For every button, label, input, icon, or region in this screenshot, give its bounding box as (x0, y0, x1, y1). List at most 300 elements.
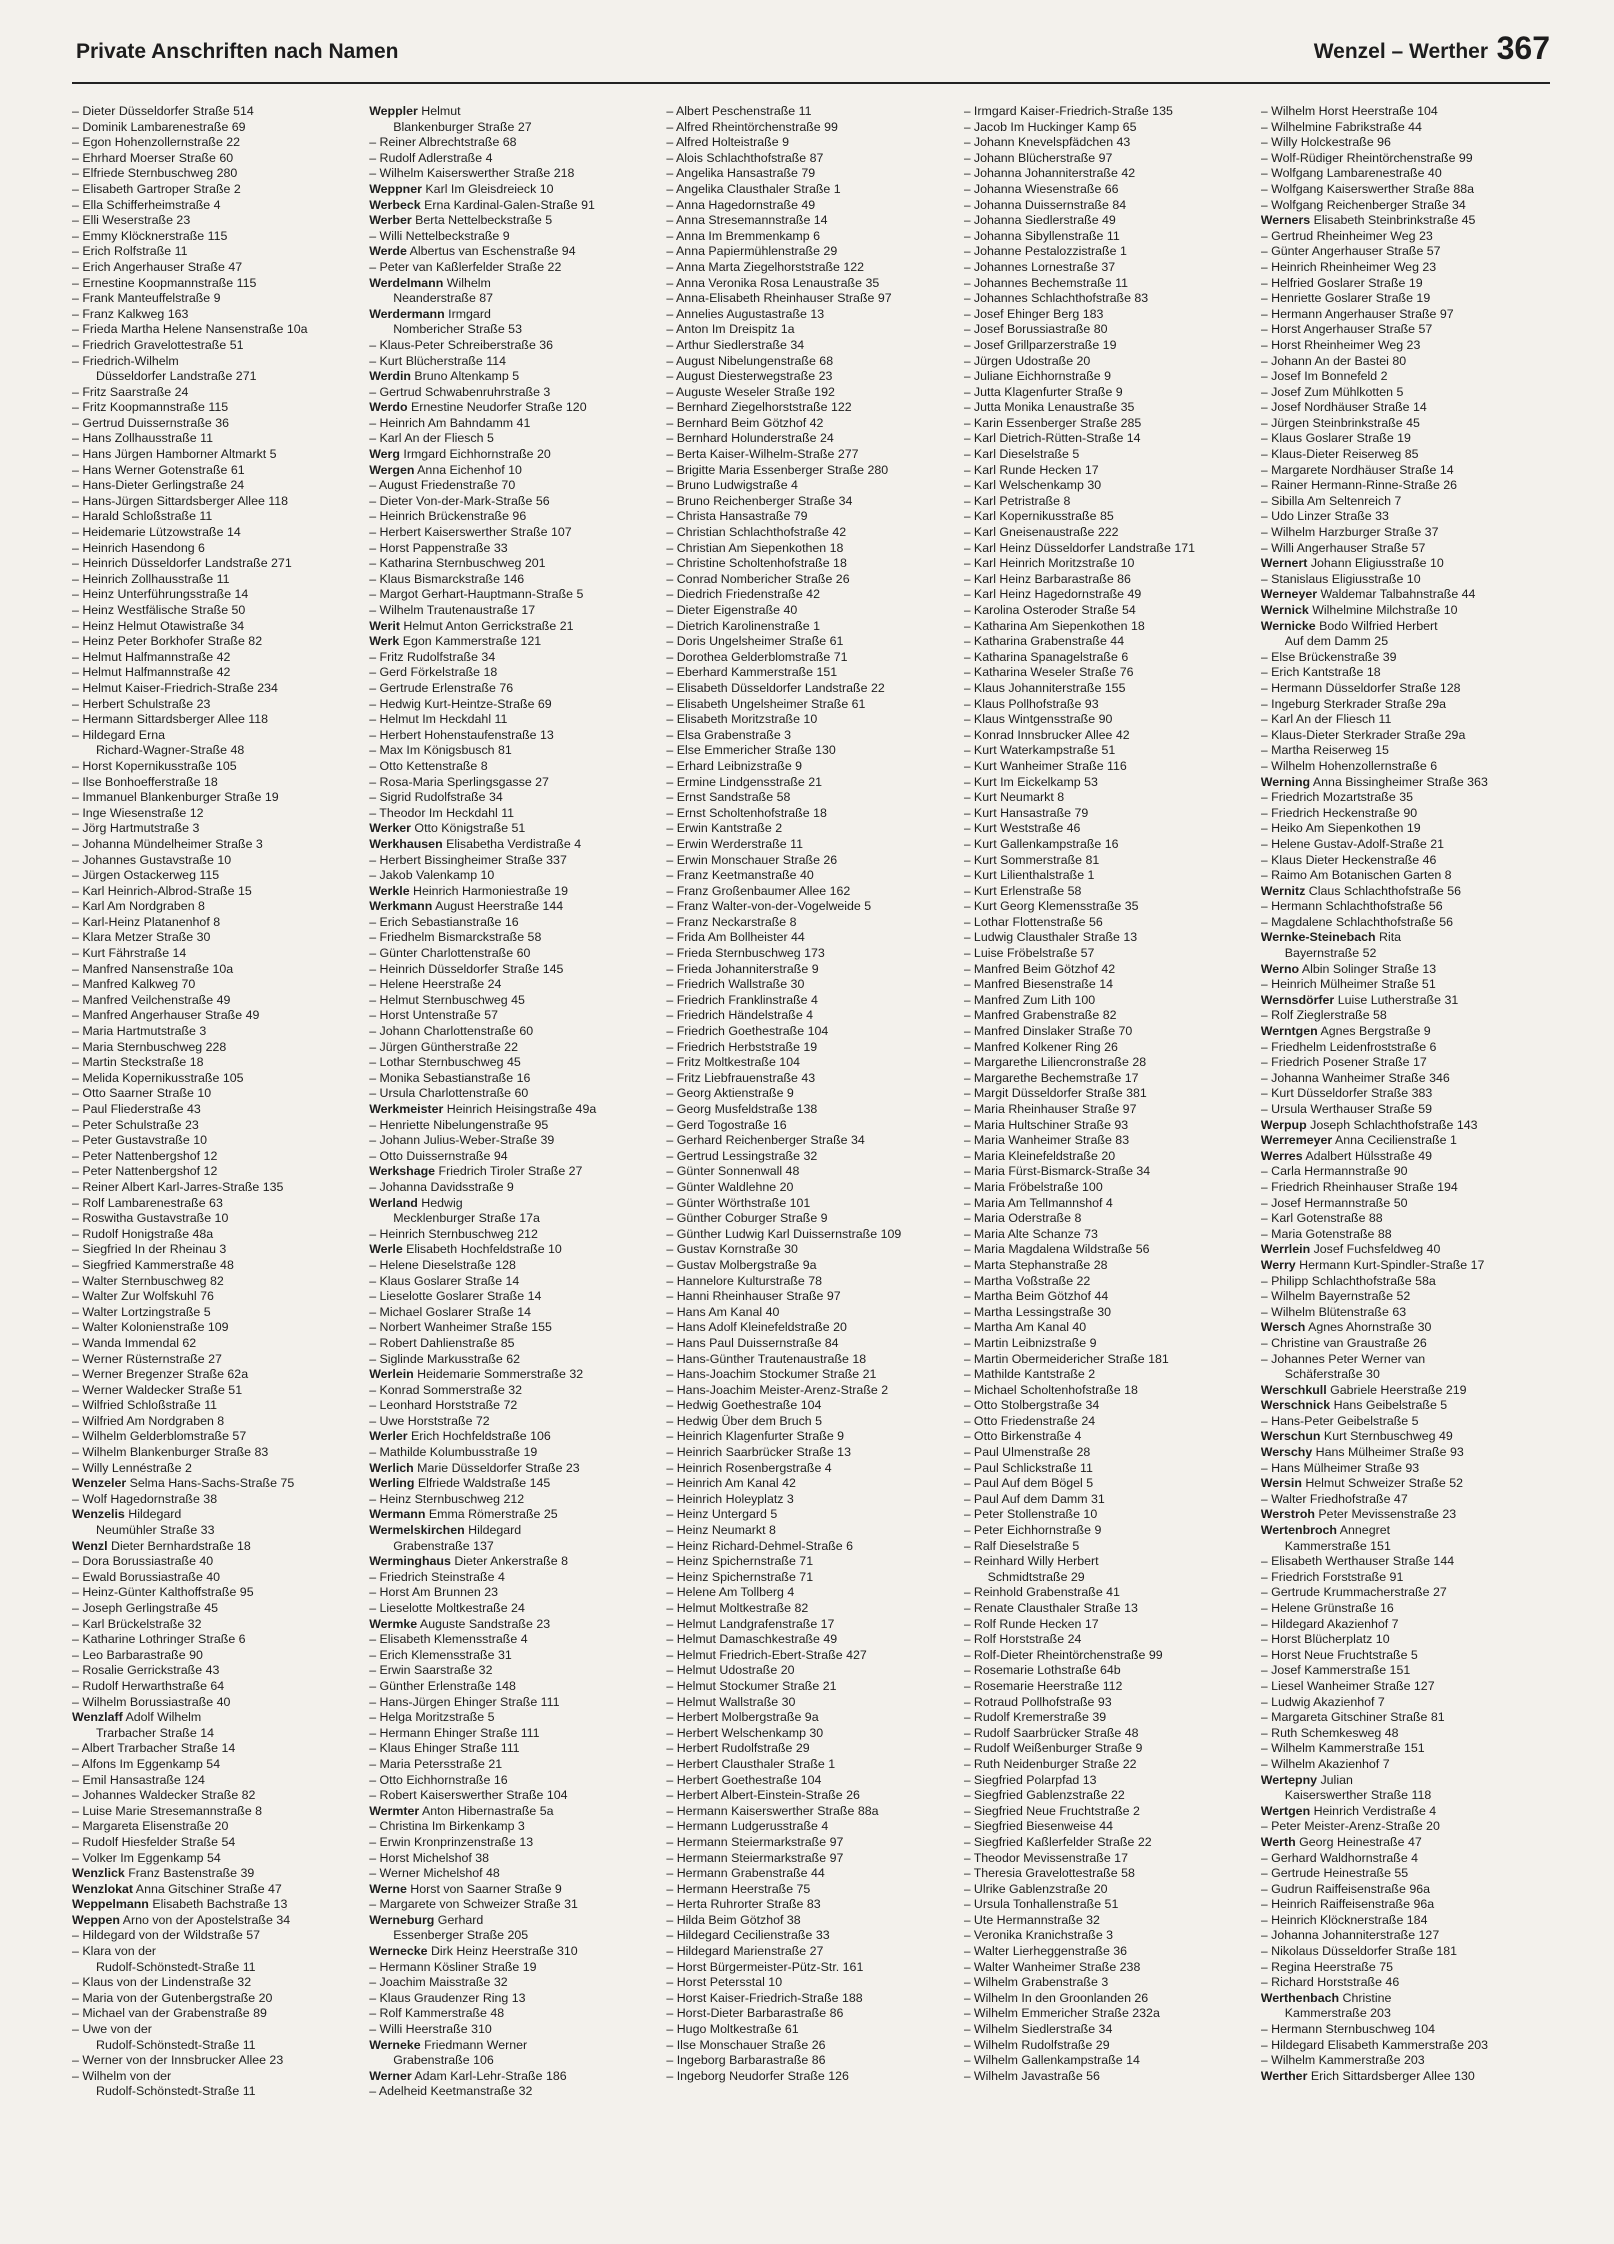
directory-entry: – Siegfried Biesenweise 44 (963, 1819, 1114, 1834)
directory-entry: – Katharine Lothringer Straße 6 (72, 1632, 246, 1647)
directory-entry: – Gerhard Reichenberger Straße 34 (666, 1133, 865, 1148)
directory-entry: – Heinrich Zollhausstraße 11 (72, 571, 230, 586)
directory-entry: – Herbert Rudolfstraße 29 (666, 1741, 810, 1756)
directory-entry: – Ruth Neidenburger Straße 22 (963, 1756, 1137, 1771)
directory-entry: Werler Erich Hochfeldstraße 106 (369, 1429, 551, 1444)
directory-entry: – Fritz Moltkestraße 104 (666, 1055, 800, 1070)
directory-entry: – Manfred Beim Götzhof 42 (963, 961, 1116, 976)
directory-entry: – Jacob Im Huckinger Kamp 65 (963, 119, 1137, 134)
directory-entry: – Margareta Gitschiner Straße 81 (1260, 1710, 1445, 1725)
directory-entry: – Helene Dieselstraße 128 (369, 1257, 516, 1272)
directory-entry: – Manfred Veilchenstraße 49 (72, 992, 231, 1007)
directory-entry: – Wilhelm von der (72, 2068, 172, 2083)
directory-entry: – Heiko Am Siepenkothen 19 (1260, 821, 1421, 836)
directory-entry: Wernecke Dirk Heinz Heerstraße 310 (369, 1944, 578, 1959)
directory-entry: – Henriette Goslarer Straße 19 (1260, 291, 1431, 306)
directory-entry: Werber Berta Nettelbeckstraße 5 (369, 213, 553, 228)
directory-entry: – Gertrude Erlenstraße 76 (369, 680, 514, 695)
directory-entry: – Herta Ruhrorter Straße 83 (666, 1897, 821, 1912)
directory-entry: – Siegfried Neue Fruchtstraße 2 (963, 1803, 1140, 1818)
directory-entry: – Margit Düsseldorfer Straße 381 (963, 1086, 1147, 1101)
directory-entry: – Irmgard Kaiser-Friedrich-Straße 135 (963, 104, 1173, 118)
directory-entry: – Ilse Bonhoefferstraße 18 (72, 774, 218, 789)
directory-entry: – Melida Kopernikusstraße 105 (72, 1070, 244, 1085)
directory-entry: Werkmeister Heinrich Heisingstraße 49a (369, 1102, 597, 1116)
directory-entry: – Herbert Molbergstraße 9a (666, 1710, 819, 1725)
directory-entry: – Maria Hultschiner Straße 93 (963, 1117, 1129, 1132)
page-header (72, 30, 1550, 84)
directory-entry: – Rudolf Kremerstraße 39 (963, 1710, 1107, 1725)
directory-column-1 (72, 104, 361, 2224)
directory-entry: – Luise Fröbelstraße 57 (963, 946, 1095, 961)
directory-entry: – Jörg Hartmutstraße 3 (72, 821, 200, 836)
directory-entry: – Kurt Erlenstraße 58 (963, 883, 1082, 898)
directory-entry: – Albert Peschenstraße 11 (666, 104, 812, 118)
directory-entry: – Elfriede Sternbuschweg 280 (72, 166, 238, 181)
directory-entry: – Jürgen Steinbrinkstraße 45 (1260, 415, 1420, 430)
directory-entry: – Emil Hansastraße 124 (72, 1772, 205, 1787)
directory-entry: Neumühler Straße 33 (96, 1523, 215, 1538)
directory-entry: – Siegfried Gablenzstraße 22 (963, 1788, 1125, 1803)
directory-entry: – Maria Rheinhauser Straße 97 (963, 1102, 1137, 1116)
directory-entry: – Friedrich Herbststraße 19 (666, 1039, 818, 1054)
directory-entry: Werschy Hans Mülheimer Straße 93 (1260, 1445, 1464, 1460)
directory-entry: – Ute Hermannstraße 32 (963, 1912, 1100, 1927)
directory-entry: – Georg Aktienstraße 9 (666, 1086, 794, 1101)
directory-entry: – Otto Friedenstraße 24 (963, 1413, 1096, 1428)
directory-entry: – Mathilde Kantstraße 2 (963, 1367, 1096, 1382)
directory-entry: – Lieselotte Goslarer Straße 14 (369, 1289, 542, 1304)
directory-entry: – Frida Am Bollheister 44 (666, 930, 805, 945)
directory-entry: – Heinz Untergard 5 (666, 1507, 778, 1522)
directory-entry: – Rotraud Pollhofstraße 93 (963, 1694, 1112, 1709)
directory-entry: – Willi Nettelbeckstraße 9 (369, 228, 510, 243)
directory-entry: – Gustav Kornstraße 30 (666, 1242, 798, 1257)
directory-entry: Werle Elisabeth Hochfeldstraße 10 (369, 1242, 562, 1257)
directory-entry: – Hildegard Elisabeth Kammerstraße 203 (1260, 2037, 1489, 2052)
directory-entry: – Georg Musfeldstraße 138 (666, 1102, 818, 1116)
directory-entry: – Reinhold Grabenstraße 41 (963, 1585, 1120, 1600)
directory-entry: – Friedhelm Bismarckstraße 58 (369, 930, 542, 945)
directory-entry: Richard-Wagner-Straße 48 (96, 743, 245, 758)
directory-entry: – Erich Rolfstraße 11 (72, 244, 188, 259)
directory-entry: Werntgen Agnes Bergstraße 9 (1260, 1024, 1431, 1039)
directory-entry: – Hans-Jürgen Sittardsberger Allee 118 (72, 493, 289, 508)
directory-entry: Wermann Emma Römerstraße 25 (369, 1507, 558, 1522)
directory-entry: – Wolfgang Kaiserswerther Straße 88a (1260, 181, 1475, 196)
directory-entry: Wergen Anna Eichenhof 10 (369, 462, 522, 477)
directory-entry: Schäferstraße 30 (1284, 1367, 1380, 1382)
directory-entry: Werkle Heinrich Harmoniestraße 19 (369, 883, 568, 898)
directory-entry: – Kurt Gallenkampstraße 16 (963, 836, 1119, 851)
directory-entry: – Hannelore Kulturstraße 78 (666, 1273, 823, 1288)
directory-entry: – Herbert Welschenkamp 30 (666, 1725, 824, 1740)
directory-entry: – Liesel Wanheimer Straße 127 (1260, 1678, 1435, 1693)
directory-entry: – Erich Klemensstraße 31 (369, 1647, 512, 1662)
directory-entry: – Sibilla Am Seltenreich 7 (1260, 493, 1402, 508)
directory-entry: – Eberhard Kammerstraße 151 (666, 665, 838, 680)
directory-entry: – Marta Stephanstraße 28 (963, 1257, 1108, 1272)
directory-entry: – Ernestine Koopmannstraße 115 (72, 275, 257, 290)
directory-entry: – Heinrich Rosenbergstraße 4 (666, 1460, 832, 1475)
directory-entry: – Anna Hagedornstraße 49 (666, 197, 816, 212)
directory-entry: – Friedrich Steinstraße 4 (369, 1569, 505, 1584)
directory-entry: – Margarete Nordhäuser Straße 14 (1260, 462, 1454, 477)
directory-entry: – Horst Petersstal 10 (666, 1975, 783, 1990)
directory-entry: – Michael Scholtenhofstraße 18 (963, 1382, 1138, 1397)
directory-entry: – Christa Hansastraße 79 (666, 509, 808, 524)
directory-entry: – Lieselotte Moltkestraße 24 (369, 1601, 525, 1615)
directory-entry: Wertepny Julian (1260, 1772, 1353, 1787)
directory-entry: – Anna Im Bremmenkamp 6 (666, 228, 820, 243)
directory-entry: – Johann Blücherstraße 97 (963, 150, 1113, 165)
directory-entry: – Hanni Rheinhauser Straße 97 (666, 1289, 841, 1304)
directory-entry: – Wilfried Am Nordgraben 8 (72, 1413, 225, 1428)
directory-entry: – Robert Dahlienstraße 85 (369, 1335, 515, 1350)
directory-entry: – Erhard Leibnizstraße 9 (666, 758, 803, 773)
directory-entry: – Friedrich Forststraße 91 (1260, 1569, 1404, 1584)
directory-entry: – Emmy Klöcknerstraße 115 (72, 228, 228, 243)
directory-entry: – Max Im Königsbusch 81 (369, 743, 512, 758)
directory-entry: – Helmut Friedrich-Ebert-Straße 427 (666, 1647, 867, 1662)
directory-entry: – Gustav Molbergstraße 9a (666, 1257, 817, 1272)
directory-entry: – Horst Kaiser-Friedrich-Straße 188 (666, 1990, 863, 2005)
directory-entry: Werling Elfriede Waldstraße 145 (369, 1476, 551, 1491)
directory-entry: – Karl An der Fliesch 11 (1260, 712, 1392, 727)
directory-entry: – Heinrich Saarbrücker Straße 13 (666, 1445, 851, 1460)
directory-entry: – Wolf-Rüdiger Rheintörchenstraße 99 (1260, 150, 1473, 165)
directory-entry: Weppner Karl Im Gleisdreieck 10 (369, 181, 554, 196)
directory-entry: – Karl Heinz Hagedornstraße 49 (963, 587, 1142, 602)
directory-entry: – Rosalie Gerrickstraße 43 (72, 1663, 220, 1678)
directory-entry: – Luise Marie Stresemannstraße 8 (72, 1803, 263, 1818)
directory-entry: – Ingeburg Sterkrader Straße 29a (1260, 696, 1447, 711)
directory-entry: – Helfried Goslarer Straße 19 (1260, 275, 1423, 290)
directory-entry: – Wilhelm Trautenaustraße 17 (369, 603, 536, 617)
directory-entry: – Rosa-Maria Sperlingsgasse 27 (369, 774, 549, 789)
directory-entry: – August Nibelungenstraße 68 (666, 353, 834, 368)
directory-entry: – Friedrich Mozartstraße 35 (1260, 790, 1413, 805)
directory-entry: – Horst Untenstraße 57 (369, 1008, 498, 1023)
directory-entry: – Rolf Horststraße 24 (963, 1632, 1082, 1647)
directory-column-5 (1261, 104, 1550, 2224)
directory-entry: Werres Adalbert Hülsstraße 49 (1260, 1148, 1433, 1163)
directory-entry: Wenzlokat Anna Gitschiner Straße 47 (72, 1881, 282, 1896)
directory-entry: – Juliane Eichhornstraße 9 (963, 369, 1111, 384)
directory-entry: – Helmut Wallstraße 30 (666, 1694, 796, 1709)
directory-entry: – Rudolf Herwarthstraße 64 (72, 1678, 225, 1693)
directory-entry: – Heinrich Klagenfurter Straße 9 (666, 1429, 845, 1444)
directory-entry: – Anna Veronika Rosa Lenaustraße 35 (666, 275, 880, 290)
directory-entry: – Herbert Clausthaler Straße 1 (666, 1756, 836, 1771)
directory-entry: – Horst Kopernikusstraße 105 (72, 758, 237, 773)
directory-entry: Wernke-Steinebach Rita (1260, 930, 1402, 945)
directory-entry: – Christine Scholtenhofstraße 18 (666, 556, 847, 571)
directory-entry: – Hans Werner Gotenstraße 61 (72, 462, 245, 477)
directory-entry: – Auguste Weseler Straße 192 (666, 384, 835, 399)
directory-entry: – Paul Fliederstraße 43 (72, 1102, 201, 1116)
directory-entry: – Inge Wiesenstraße 12 (72, 805, 204, 820)
directory-entry: – Elli Weserstraße 23 (72, 213, 191, 228)
directory-entry: – Willy Lennéstraße 2 (72, 1460, 192, 1475)
directory-entry: – Margot Gerhart-Hauptmann-Straße 5 (369, 587, 584, 602)
directory-entry: – Roswitha Gustavstraße 10 (72, 1211, 229, 1226)
directory-entry: – Wolfgang Lambarenestraße 40 (1260, 166, 1442, 181)
directory-entry: – Karl An der Fliesch 5 (369, 431, 494, 446)
directory-entry: – Wilhelm Gallenkampstraße 14 (963, 2053, 1140, 2068)
directory-entry: Wermelskirchen Hildegard (369, 1523, 522, 1538)
directory-entry: Werrlein Josef Fuchsfeldweg 40 (1260, 1242, 1441, 1257)
directory-entry: – Elsa Grabenstraße 3 (666, 727, 792, 742)
directory-entry: – Wanda Immendal 62 (72, 1335, 197, 1350)
directory-entry: – Karl Runde Hecken 17 (963, 462, 1099, 477)
directory-entry: – Johann Charlottenstraße 60 (369, 1024, 534, 1039)
directory-entry: – Otto Birkenstraße 4 (963, 1429, 1082, 1444)
directory-entry: – Hans Zollhausstraße 11 (72, 431, 213, 446)
directory-entry: Düsseldorfer Landstraße 271 (96, 369, 257, 384)
directory-entry: – Hildegard Marienstraße 27 (666, 1944, 824, 1959)
directory-entry: – Werner Bregenzer Straße 62a (72, 1367, 249, 1382)
directory-entry: – Diedrich Friedenstraße 42 (666, 587, 820, 602)
directory-entry: – Wilhelm Bayernstraße 52 (1260, 1289, 1411, 1304)
directory-entry: – Rolf Zieglerstraße 58 (1260, 1008, 1387, 1023)
directory-entry: – Dieter Eigenstraße 40 (666, 603, 798, 617)
page-number: 367 (1496, 30, 1550, 66)
directory-entry: – Helmut Halfmannstraße 42 (72, 665, 231, 680)
directory-entry: Werbeck Erna Kardinal-Galen-Straße 91 (369, 197, 595, 212)
directory-entry: – Johanna Wiesenstraße 66 (963, 181, 1119, 196)
directory-entry: – Manfred Dinslaker Straße 70 (963, 1024, 1133, 1039)
directory-entry: – Erwin Werderstraße 11 (666, 836, 803, 851)
directory-entry: – Rudolf Hiesfelder Straße 54 (72, 1834, 236, 1849)
directory-entry: – Helmut Kaiser-Friedrich-Straße 234 (72, 680, 278, 695)
directory-entry: Werlich Marie Düsseldorfer Straße 23 (369, 1460, 580, 1475)
directory-entry: – Veronika Kranichstraße 3 (963, 1928, 1114, 1943)
directory-entry: – Klaus Wintgensstraße 90 (963, 712, 1113, 727)
directory-entry: – Otto Stolbergstraße 34 (963, 1398, 1100, 1413)
directory-entry: – Ehrhard Moerser Straße 60 (72, 150, 234, 165)
directory-entry: – Karl Kopernikusstraße 85 (963, 509, 1114, 524)
directory-entry: – Karolina Osteroder Straße 54 (963, 603, 1136, 617)
directory-entry: Werland Hedwig (369, 1195, 463, 1210)
directory-entry: – Josef Grillparzerstraße 19 (963, 337, 1117, 352)
directory-entry: – Klaus Bismarckstraße 146 (369, 571, 525, 586)
directory-entry: Kammerstraße 203 (1284, 2006, 1391, 2021)
directory-entry: – Friedrich Händelstraße 4 (666, 1008, 814, 1023)
directory-entry: – Theodor Mevissenstraße 17 (963, 1850, 1128, 1865)
directory-entry: – Willi Angerhauser Straße 57 (1260, 540, 1426, 555)
directory-entry: – Michael van der Grabenstraße 89 (72, 2006, 267, 2021)
directory-entry: – Bernhard Ziegelhorststraße 122 (666, 400, 852, 415)
directory-entry: – Hildegard Cecilienstraße 33 (666, 1928, 830, 1943)
directory-entry: – Gerhard Waldhornstraße 4 (1260, 1850, 1419, 1865)
directory-entry: – Klaus-Dieter Sterkrader Straße 29a (1260, 727, 1466, 742)
directory-entry: – Martha Beim Götzhof 44 (963, 1289, 1109, 1304)
directory-entry: – Siegfried Polarpfad 13 (963, 1772, 1097, 1787)
directory-entry: – Udo Linzer Straße 33 (1260, 509, 1389, 524)
directory-entry: – Heinrich Sternbuschweg 212 (369, 1226, 538, 1241)
directory-entry: – Joseph Gerlingstraße 45 (72, 1601, 219, 1615)
directory-entry: – Franz Walter-von-der-Vogelweide 5 (666, 899, 872, 914)
directory-entry: – Helmut Sternbuschweg 45 (369, 992, 525, 1007)
directory-entry: – Martin Steckstraße 18 (72, 1055, 204, 1070)
directory-entry: – Heinz-Günter Kalthoffstraße 95 (72, 1585, 254, 1600)
directory-entry: – Uwe Horststraße 72 (369, 1413, 490, 1428)
directory-entry: – Hermann Sternbuschweg 104 (1260, 2022, 1436, 2037)
directory-entry: Grabenstraße 106 (393, 2053, 494, 2068)
directory-entry: – Hedwig Über dem Bruch 5 (666, 1413, 823, 1428)
directory-entry: – Kurt Im Eickelkamp 53 (963, 774, 1098, 789)
directory-entry: – Gertrud Schwabenruhrstraße 3 (369, 384, 551, 399)
directory-entry: – Johannes Peter Werner van (1260, 1351, 1426, 1366)
directory-entry: – Otto Eichhornstraße 16 (369, 1772, 508, 1787)
directory-entry: – Carla Hermannstraße 90 (1260, 1164, 1408, 1179)
directory-entry: – Jutta Klagenfurter Straße 9 (963, 384, 1123, 399)
directory-entry: – Heinrich Hasendong 6 (72, 540, 205, 555)
directory-entry: – Adelheid Keetmanstraße 32 (369, 2084, 533, 2099)
directory-entry: – Helene Grünstraße 16 (1260, 1601, 1394, 1615)
directory-entry: – Karl Heinrich-Albrod-Straße 15 (72, 883, 252, 898)
directory-entry: – Günter Wörthstraße 101 (666, 1195, 811, 1210)
directory-entry: Wermke Auguste Sandstraße 23 (369, 1616, 551, 1631)
directory-entry: Werker Otto Königstraße 51 (369, 821, 526, 836)
directory-entry: Nombericher Straße 53 (393, 322, 522, 337)
directory-entry: – Horst Am Brunnen 23 (369, 1585, 498, 1600)
directory-entry: – Ewald Borussiastraße 40 (72, 1569, 221, 1584)
directory-entry: – Anna Papiermühlenstraße 29 (666, 244, 838, 259)
directory-entry: – Kurt Waterkampstraße 51 (963, 743, 1116, 758)
directory-entry: – Friedrich Franklinstraße 4 (666, 992, 818, 1007)
directory-entry: – Karl-Heinz Platanenhof 8 (72, 914, 221, 929)
directory-entry: – Dietrich Karolinenstraße 1 (666, 618, 820, 633)
directory-entry: – Katharina Sternbuschweg 201 (369, 556, 546, 571)
directory-entry: – Walter Lortzingstraße 5 (72, 1304, 211, 1319)
directory-entry: – Gudrun Raiffeisenstraße 96a (1260, 1881, 1431, 1896)
directory-entry: – Hans-Günther Trautenaustraße 18 (666, 1351, 867, 1366)
directory-entry: – Heinz Unterführungsstraße 14 (72, 587, 249, 602)
directory-entry: Wersin Helmut Schweizer Straße 52 (1260, 1476, 1464, 1491)
directory-entry: – Martha Lessingstraße 30 (963, 1304, 1111, 1319)
directory-entry: – Maria Petersstraße 21 (369, 1756, 503, 1771)
directory-column-3 (666, 104, 955, 2224)
directory-entry: – Ludwig Clausthaler Straße 13 (963, 930, 1138, 945)
directory-entry: – Manfred Kolkener Ring 26 (963, 1039, 1118, 1054)
directory-entry: – Fritz Koopmannstraße 115 (72, 400, 229, 415)
directory-entry: – Anna Stresemannstraße 14 (666, 213, 828, 228)
directory-entry: – Günther Ludwig Karl Duissernstraße 109 (666, 1226, 902, 1241)
directory-entry: – Ralf Dieselstraße 5 (963, 1538, 1080, 1553)
directory-entry: – Günter Angerhauser Straße 57 (1260, 244, 1441, 259)
directory-entry: – Johanna Johanniterstraße 42 (963, 166, 1136, 181)
directory-entry: – Kurt Blücherstraße 114 (369, 353, 507, 368)
directory-entry: – Katharina Am Siepenkothen 18 (963, 618, 1145, 633)
directory-entry: – Hermann Heerstraße 75 (666, 1881, 811, 1896)
directory-entry: – Karl Gotenstraße 88 (1260, 1211, 1383, 1226)
directory-entry: – Hermann Sittardsberger Allee 118 (72, 712, 269, 727)
directory-entry: – Peter Gustavstraße 10 (72, 1133, 207, 1148)
directory-entry: – Hermann Kaiserswerther Straße 88a (666, 1803, 879, 1818)
directory-entry: – Klaus Ehinger Straße 111 (369, 1741, 520, 1756)
directory-entry: – Johann Julius-Weber-Straße 39 (369, 1133, 555, 1148)
directory-entry: – Horst Michelshof 38 (369, 1850, 490, 1865)
directory-entry: – Günter Sonnenwall 48 (666, 1164, 800, 1179)
directory-entry: Werpup Joseph Schlachthofstraße 143 (1260, 1117, 1478, 1132)
directory-entry: – Willy Holckestraße 96 (1260, 135, 1391, 150)
directory-entry: – Raimo Am Botanischen Garten 8 (1260, 868, 1452, 883)
directory-entry: Grabenstraße 137 (393, 1538, 494, 1553)
directory-entry: – Hans-Peter Geibelstraße 5 (1260, 1413, 1419, 1428)
directory-entry: – Friedrich Posener Straße 17 (1260, 1055, 1427, 1070)
directory-entry: – Heinrich Düsseldorfer Landstraße 271 (72, 556, 292, 571)
directory-entry: – Gertrud Lessingstraße 32 (666, 1148, 818, 1163)
directory-entry: – Hedwig Kurt-Heintze-Straße 69 (369, 696, 552, 711)
directory-entry: – Hans-Joachim Stockumer Straße 21 (666, 1367, 877, 1382)
section-title: Private Anschriften nach Namen (76, 40, 399, 63)
directory-entry: – Maria von der Gutenbergstraße 20 (72, 1990, 273, 2005)
directory-entry: – Hildegard von der Wildstraße 57 (72, 1928, 261, 1943)
directory-entry: – Alfred Rheintörchenstraße 99 (666, 119, 838, 134)
directory-entry: – Wilhelmine Fabrikstraße 44 (1260, 119, 1422, 134)
directory-entry: – Johannes Schlachthofstraße 83 (963, 291, 1149, 306)
directory-entry: Bayernstraße 52 (1284, 946, 1377, 961)
directory-entry: – Helmut Halfmannstraße 42 (72, 649, 231, 664)
directory-entry: – Franz Großenbaumer Allee 162 (666, 883, 851, 898)
directory-entry: – Walter Zur Wolfskuhl 76 (72, 1289, 214, 1304)
directory-entry: – Karl Heinz Barbarastraße 86 (963, 571, 1131, 586)
directory-entry: Werschun Kurt Sternbuschweg 49 (1260, 1429, 1453, 1444)
directory-entry: – Paul Auf dem Bögel 5 (963, 1476, 1094, 1491)
directory-entry: – Maria Kleinefeldstraße 20 (963, 1148, 1116, 1163)
directory-entry: – Ludwig Akazienhof 7 (1260, 1694, 1385, 1709)
directory-entry: Wernsdörfer Luise Lutherstraße 31 (1260, 992, 1459, 1007)
directory-entry: – Ursula Tonhallenstraße 51 (963, 1897, 1119, 1912)
directory-entry: Wenzl Dieter Bernhardstraße 18 (72, 1538, 251, 1553)
directory-entry: – Martin Obermeidericher Straße 181 (963, 1351, 1169, 1366)
directory-entry: – Werner Rüsternstraße 27 (72, 1351, 222, 1366)
directory-entry: – Wilhelm Akazienhof 7 (1260, 1756, 1390, 1771)
directory-entry: – Peter van Kaßlerfelder Straße 22 (369, 259, 562, 274)
directory-columns (72, 104, 1550, 2224)
directory-entry: – Herbert Hohenstaufenstraße 13 (369, 727, 554, 742)
directory-entry: – Maria Fürst-Bismarck-Straße 34 (963, 1164, 1151, 1179)
directory-entry: Wenzeler Selma Hans-Sachs-Straße 75 (72, 1476, 295, 1491)
directory-entry: – Johanna Siedlerstraße 49 (963, 213, 1116, 228)
directory-entry: – Gerd Förkelstraße 18 (369, 665, 498, 680)
directory-entry: – Klaus Goslarer Straße 14 (369, 1273, 520, 1288)
directory-entry: – Anna Marta Ziegelhorststraße 122 (666, 259, 865, 274)
directory-entry: – Immanuel Blankenburger Straße 19 (72, 790, 279, 805)
directory-entry: – Wilhelm Javastraße 56 (963, 2068, 1100, 2083)
directory-entry: – Wilhelm Borussiastraße 40 (72, 1694, 231, 1709)
directory-entry: – Magdalene Schlachthofstraße 56 (1260, 914, 1453, 929)
directory-entry: – Katharina Weseler Straße 76 (963, 665, 1134, 680)
directory-entry: – Helmut Damaschkestraße 49 (666, 1632, 838, 1647)
directory-entry: – Johanna Mündelheimer Straße 3 (72, 836, 263, 851)
directory-entry: – Friedrich-Wilhelm (72, 353, 179, 368)
directory-entry: – Fritz Saarstraße 24 (72, 384, 189, 399)
directory-entry: – Werner Michelshof 48 (369, 1866, 500, 1881)
directory-entry: – Manfred Grabenstraße 82 (963, 1008, 1117, 1023)
directory-column-2 (369, 104, 658, 2224)
directory-entry: Wenzelis Hildegard (72, 1507, 182, 1522)
directory-entry: – Christian Am Siepenkothen 18 (666, 540, 844, 555)
directory-entry: – Ilse Monschauer Straße 26 (666, 2037, 826, 2052)
directory-entry: – Manfred Biesenstraße 14 (963, 977, 1114, 992)
directory-entry: Neanderstraße 87 (393, 291, 494, 306)
directory-entry: – Friedrich Gravelottestraße 51 (72, 337, 244, 352)
directory-entry: Blankenburger Straße 27 (393, 119, 532, 134)
directory-entry: – Siegfried In der Rheinau 3 (72, 1242, 227, 1257)
